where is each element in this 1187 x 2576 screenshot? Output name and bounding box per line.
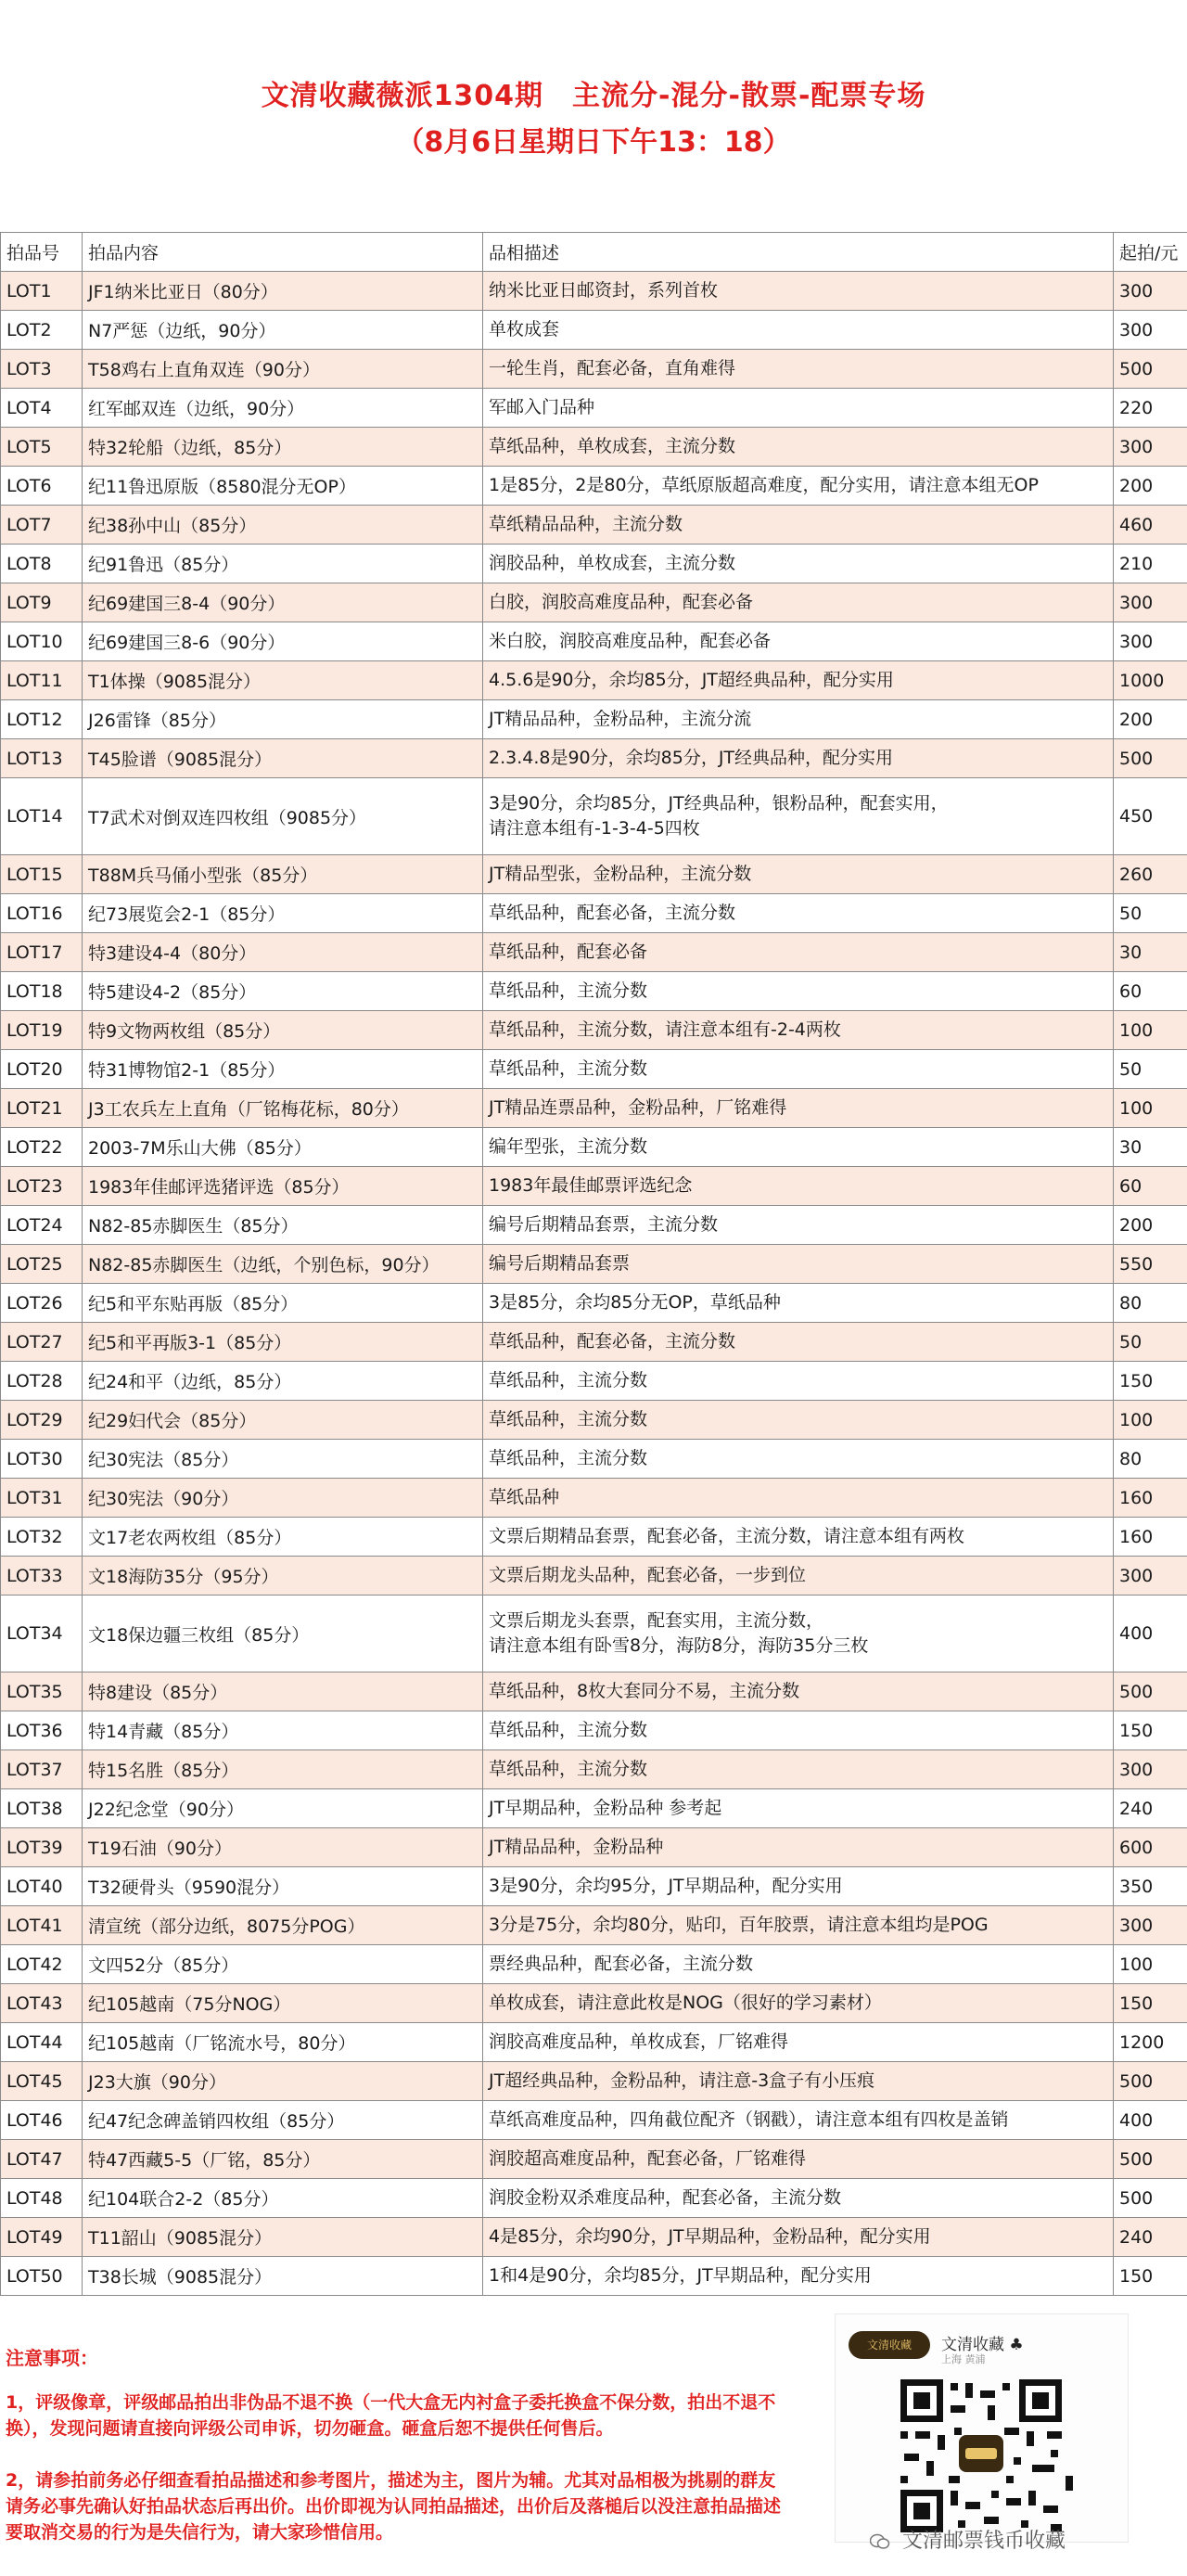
cell-item: 纪29妇代会（85分） [83,1401,483,1440]
cell-item: JF1纳米比亚日（80分） [83,272,483,311]
cell-lot: LOT21 [1,1089,83,1128]
cell-lot: LOT16 [1,894,83,933]
cell-price: 50 [1114,1323,1187,1362]
cell-desc: 1和4是90分，余均85分，JT早期品种，配分实用 [483,2257,1114,2296]
cell-price: 240 [1114,1789,1187,1828]
table-row [1,778,1187,855]
cell-lot: LOT9 [1,583,83,622]
header-desc: 品相描述 [483,233,1114,272]
table-row [1,506,1187,545]
table-row [1,272,1187,311]
cell-price: 500 [1114,350,1187,389]
cell-price: 200 [1114,1206,1187,1245]
cell-desc: JT精品品种，金粉品种 [483,1828,1114,1867]
cell-lot: LOT2 [1,311,83,350]
cell-desc: 草纸品种，主流分数 [483,1440,1114,1479]
table-row [1,1362,1187,1401]
table-row [1,2140,1187,2179]
cell-desc: 2.3.4.8是90分，余均85分，JT经典品种，配分实用 [483,739,1114,778]
table-row [1,1284,1187,1323]
cell-lot: LOT18 [1,972,83,1011]
cell-desc: 1是85分，2是80分，草纸原版超高难度，配分实用，请注意本组无OP [483,467,1114,506]
cell-price: 300 [1114,311,1187,350]
table-row [1,933,1187,972]
cell-lot: LOT8 [1,545,83,583]
cell-item: N82-85赤脚医生（85分） [83,1206,483,1245]
cell-price: 400 [1114,1596,1187,1672]
cell-lot: LOT30 [1,1440,83,1479]
cell-item: 特5建设4-2（85分） [83,972,483,1011]
cell-lot: LOT34 [1,1596,83,1672]
cell-price: 500 [1114,2062,1187,2101]
cell-item: T1体操（9085混分） [83,661,483,700]
cell-item: 纪38孙中山（85分） [83,506,483,545]
cell-desc: 文票后期龙头套票，配套实用，主流分数， 请注意本组有卧雪8分，海防8分，海防35分三枚 [483,1596,1114,1672]
cell-price: 100 [1114,1011,1187,1050]
cell-lot: LOT19 [1,1011,83,1050]
cell-lot: LOT43 [1,1984,83,2023]
cell-price: 100 [1114,1945,1187,1984]
cell-price: 240 [1114,2218,1187,2257]
cell-price: 500 [1114,739,1187,778]
cell-item: 特8建设（85分） [83,1672,483,1711]
cell-lot: LOT1 [1,272,83,311]
brand-logo: 文清收藏 [849,2331,930,2359]
cell-lot: LOT22 [1,1128,83,1167]
cell-price: 300 [1114,1750,1187,1789]
table-row [1,1828,1187,1867]
cell-lot: LOT14 [1,778,83,855]
cell-desc: 白胶，润胶高难度品种，配套必备 [483,583,1114,622]
cell-item: 特31博物馆2-1（85分） [83,1050,483,1089]
cell-desc: 一轮生肖，配套必备，直角难得 [483,350,1114,389]
cell-price: 300 [1114,428,1187,467]
cell-item: T19石油（90分） [83,1828,483,1867]
table-row [1,739,1187,778]
cell-lot: LOT23 [1,1167,83,1206]
cell-price: 200 [1114,467,1187,506]
cell-desc: JT精品型张，金粉品种，主流分数 [483,855,1114,894]
cell-price: 150 [1114,1711,1187,1750]
cell-lot: LOT44 [1,2023,83,2062]
table-row [1,2023,1187,2062]
cell-item: 纪105越南（厂铭流水号，80分） [83,2023,483,2062]
table-row [1,1867,1187,1906]
cell-item: 纪69建国三8-4（90分） [83,583,483,622]
cell-item: 纪105越南（75分NOG） [83,1984,483,2023]
watermark [870,2525,1066,2554]
cell-lot: LOT29 [1,1401,83,1440]
cell-desc: 草纸品种，配套必备，主流分数 [483,894,1114,933]
table-row [1,1672,1187,1711]
cell-price: 50 [1114,894,1187,933]
cell-desc: 编年型张，主流分数 [483,1128,1114,1167]
cell-desc: 草纸品种，主流分数 [483,1750,1114,1789]
cell-price: 300 [1114,583,1187,622]
cell-item: 特47西藏5-5（厂铭，85分） [83,2140,483,2179]
cell-price: 400 [1114,2101,1187,2140]
cell-desc: JT精品连票品种，金粉品种，厂铭难得 [483,1089,1114,1128]
cell-price: 60 [1114,1167,1187,1206]
table-row [1,622,1187,661]
cell-price: 350 [1114,1867,1187,1906]
table-row [1,700,1187,739]
cell-item: 文18保边疆三枚组（85分） [83,1596,483,1672]
cell-price: 80 [1114,1284,1187,1323]
cell-item: 文四52分（85分） [83,1945,483,1984]
cell-item: T45脸谱（9085混分） [83,739,483,778]
cell-lot: LOT13 [1,739,83,778]
table-row [1,1245,1187,1284]
cell-desc: 草纸品种 [483,1479,1114,1518]
cell-desc: 草纸品种，主流分数，请注意本组有-2-4两枚 [483,1011,1114,1050]
cell-lot: LOT28 [1,1362,83,1401]
table-row [1,2062,1187,2101]
table-row [1,1440,1187,1479]
cell-desc: 票经典品种，配套必备，主流分数 [483,1945,1114,1984]
cell-desc: 编号后期精品套票 [483,1245,1114,1284]
cell-desc: 草纸品种，主流分数 [483,1362,1114,1401]
cell-desc: 草纸品种，主流分数 [483,1050,1114,1089]
cell-desc: 4.5.6是90分，余均85分，JT超经典品种，配分实用 [483,661,1114,700]
cell-price: 200 [1114,700,1187,739]
cell-lot: LOT49 [1,2218,83,2257]
cell-desc: JT早期品种，金粉品种 参考起 [483,1789,1114,1828]
table-row [1,2257,1187,2296]
cell-lot: LOT31 [1,1479,83,1518]
cell-item: T11韶山（9085混分） [83,2218,483,2257]
cell-lot: LOT25 [1,1245,83,1284]
cell-lot: LOT10 [1,622,83,661]
cell-item: 纪47纪念碑盖销四枚组（85分） [83,2101,483,2140]
cell-price: 150 [1114,1984,1187,2023]
cell-price: 300 [1114,622,1187,661]
cell-desc: 草纸品种，主流分数 [483,1401,1114,1440]
cell-desc: 草纸品种，配套必备 [483,933,1114,972]
table-row [1,894,1187,933]
cell-price: 500 [1114,1672,1187,1711]
cell-lot: LOT17 [1,933,83,972]
cell-lot: LOT24 [1,1206,83,1245]
cell-lot: LOT4 [1,389,83,428]
table-row [1,2179,1187,2218]
cell-desc: 纳米比亚日邮资封，系列首枚 [483,272,1114,311]
cell-price: 260 [1114,855,1187,894]
cell-price: 150 [1114,1362,1187,1401]
cell-price: 500 [1114,2179,1187,2218]
cell-price: 150 [1114,2257,1187,2296]
cell-price: 460 [1114,506,1187,545]
cell-price: 100 [1114,1089,1187,1128]
table-row [1,1011,1187,1050]
cell-item: J23大旗（90分） [83,2062,483,2101]
cell-item: J22纪念堂（90分） [83,1789,483,1828]
cell-lot: LOT27 [1,1323,83,1362]
cell-price: 160 [1114,1518,1187,1557]
cell-lot: LOT48 [1,2179,83,2218]
cell-item: 纪104联合2-2（85分） [83,2179,483,2218]
cell-item: T38长城（9085混分） [83,2257,483,2296]
cell-desc: 草纸品种，8枚大套同分不易，主流分数 [483,1672,1114,1711]
cell-item: 特15名胜（85分） [83,1750,483,1789]
cell-lot: LOT15 [1,855,83,894]
cell-price: 1200 [1114,2023,1187,2062]
cell-price: 60 [1114,972,1187,1011]
table-row [1,467,1187,506]
table-row [1,1089,1187,1128]
cell-lot: LOT50 [1,2257,83,2296]
cell-desc: 文票后期精品套票，配套必备，主流分数，请注意本组有两枚 [483,1518,1114,1557]
notes-section [0,2319,835,2576]
lot-table [0,232,1187,2296]
cell-lot: LOT41 [1,1906,83,1945]
table-header-row [1,233,1187,272]
cell-item: 清宣统（部分边纸，8075分POG） [83,1906,483,1945]
cell-price: 30 [1114,1128,1187,1167]
table-row [1,545,1187,583]
table-row [1,2101,1187,2140]
cell-price: 160 [1114,1479,1187,1518]
table-row [1,1789,1187,1828]
cell-lot: LOT6 [1,467,83,506]
header-lot: 拍品号 [1,233,83,272]
table-row [1,350,1187,389]
cell-desc: 军邮入门品种 [483,389,1114,428]
cell-price: 300 [1114,1906,1187,1945]
cell-price: 100 [1114,1401,1187,1440]
page-title: 文清收藏薇派1304期 主流分-混分-散票-配票专场 [261,80,926,112]
cell-item: T58鸡右上直角双连（90分） [83,350,483,389]
cell-item: 特9文物两枚组（85分） [83,1011,483,1050]
cell-desc: 文票后期龙头品种，配套必备，一步到位 [483,1557,1114,1596]
cell-lot: LOT40 [1,1867,83,1906]
cell-desc: 润胶超高难度品种，配套必备，厂铭难得 [483,2140,1114,2179]
cell-desc: 1983年最佳邮票评选纪念 [483,1167,1114,1206]
cell-lot: LOT12 [1,700,83,739]
cell-lot: LOT33 [1,1557,83,1596]
cell-desc: 3分是75分，余均80分，贴印，百年胶票，请注意本组均是POG [483,1906,1114,1945]
table-row [1,661,1187,700]
cell-desc: 润胶高难度品种，单枚成套，厂铭难得 [483,2023,1114,2062]
cell-price: 300 [1114,272,1187,311]
cell-item: 纪5和平东贴再版（85分） [83,1284,483,1323]
cell-desc: 4是85分，余均90分，JT早期品种，金粉品种，配分实用 [483,2218,1114,2257]
cell-item: 纪30宪法（85分） [83,1440,483,1479]
cell-item: 纪5和平再版3-1（85分） [83,1323,483,1362]
cell-item: 红军邮双连（边纸，90分） [83,389,483,428]
cell-price: 210 [1114,545,1187,583]
cell-desc: 单枚成套 [483,311,1114,350]
cell-item: N82-85赤脚医生（边纸，个别色标，90分） [83,1245,483,1284]
header-item: 拍品内容 [83,233,483,272]
cell-lot: LOT32 [1,1518,83,1557]
table-row [1,311,1187,350]
cell-lot: LOT26 [1,1284,83,1323]
cell-price: 1000 [1114,661,1187,700]
lot-table-container [0,232,1187,2296]
cell-price: 30 [1114,933,1187,972]
table-row [1,1206,1187,1245]
cell-item: J3工农兵左上直角（厂铭梅花标，80分） [83,1089,483,1128]
watermark-text: 文清邮票钱币收藏 [902,2530,1066,2553]
cell-lot: LOT3 [1,350,83,389]
cell-desc: 米白胶，润胶高难度品种，配套必备 [483,622,1114,661]
cell-price: 600 [1114,1828,1187,1867]
table-row [1,1479,1187,1518]
table-row [1,1557,1187,1596]
cell-item: T7武术对倒双连四枚组（9085分） [83,778,483,855]
cell-lot: LOT7 [1,506,83,545]
cell-lot: LOT46 [1,2101,83,2140]
table-body [1,272,1187,2296]
cell-desc: 润胶品种，单枚成套，主流分数 [483,545,1114,583]
cell-desc: 草纸品种，配套必备，主流分数 [483,1323,1114,1362]
table-row [1,1167,1187,1206]
notes-title: 注意事项： [6,2347,98,2369]
cell-desc: JT超经典品种，金粉品种，请注意-3盒子有小压痕 [483,2062,1114,2101]
cell-lot: LOT38 [1,1789,83,1828]
cell-lot: LOT5 [1,428,83,467]
qr-card [835,2313,1129,2543]
table-row [1,1128,1187,1167]
cell-item: 纪24和平（边纸，85分） [83,1362,483,1401]
table-row [1,389,1187,428]
cell-price: 80 [1114,1440,1187,1479]
cell-desc: 3是90分，余均95分，JT早期品种，配分实用 [483,1867,1114,1906]
cell-item: 纪69建国三8-6（90分） [83,622,483,661]
cell-lot: LOT35 [1,1672,83,1711]
cell-lot: LOT45 [1,2062,83,2101]
table-row [1,1750,1187,1789]
cell-desc: 草纸品种，主流分数 [483,1711,1114,1750]
wechat-icon [870,2533,890,2550]
header-price: 起拍/元 [1114,233,1187,272]
cell-lot: LOT36 [1,1711,83,1750]
table-row [1,1401,1187,1440]
table-row [1,1323,1187,1362]
cell-item: 2003-7M乐山大佛（85分） [83,1128,483,1167]
cell-item: 文18海防35分（95分） [83,1557,483,1596]
table-row [1,1050,1187,1089]
table-row [1,428,1187,467]
cell-item: 特14青藏（85分） [83,1711,483,1750]
cell-item: N7严惩（边纸，90分） [83,311,483,350]
qr-code-icon[interactable] [865,2379,1097,2532]
page-subtitle-date: （8月6日星期日下午13：18） [396,126,791,159]
table-row [1,1518,1187,1557]
cell-desc: 3是90分，余均85分，JT经典品种，银粉品种，配套实用， 请注意本组有-1-3-4-5四枚 [483,778,1114,855]
cell-item: 特32轮船（边纸，85分） [83,428,483,467]
cell-lot: LOT39 [1,1828,83,1867]
cell-item: 纪91鲁迅（85分） [83,545,483,583]
cell-item: J26雷锋（85分） [83,700,483,739]
qr-location: 上海 黄浦 [941,2353,986,2365]
notes-paragraph-2: 2，请参拍前务必仔细查看拍品描述和参考图片，描述为主，图片为辅。尤其对品相极为挑剔的群友请务必事先确认好拍品状态后再出价。出价即视为认同拍品描述，出价后及落槌后以没注意拍品描述要取消交易的行为是失信行为，请大家珍惜信用。 [6,2470,782,2543]
cell-price: 550 [1114,1245,1187,1284]
table-row [1,1945,1187,1984]
cell-price: 500 [1114,2140,1187,2179]
cell-lot: LOT37 [1,1750,83,1789]
cell-item: 1983年佳邮评选猪评选（85分） [83,1167,483,1206]
cell-lot: LOT11 [1,661,83,700]
cell-lot: LOT47 [1,2140,83,2179]
table-row [1,2218,1187,2257]
table-row [1,1906,1187,1945]
cell-item: T32硬骨头（9590混分） [83,1867,483,1906]
cell-lot: LOT20 [1,1050,83,1089]
cell-price: 300 [1114,1557,1187,1596]
cell-item: 纪30宪法（90分） [83,1479,483,1518]
table-row [1,1711,1187,1750]
cell-desc: 草纸品种，单枚成套，主流分数 [483,428,1114,467]
cell-item: 文17老农两枚组（85分） [83,1518,483,1557]
cell-item: T88M兵马俑小型张（85分） [83,855,483,894]
cell-item: 纪11鲁迅原版（8580混分无OP） [83,467,483,506]
table-row [1,1596,1187,1672]
cell-lot: LOT42 [1,1945,83,1984]
cell-desc: 草纸精品品种，主流分数 [483,506,1114,545]
cell-item: 纪73展览会2-1（85分） [83,894,483,933]
cell-item: 特3建设4-4（80分） [83,933,483,972]
table-row [1,972,1187,1011]
cell-price: 50 [1114,1050,1187,1089]
cell-desc: 草纸高难度品种，四角截位配齐（钢戳），请注意本组有四枚是盖销 [483,2101,1114,2140]
cell-desc: 润胶金粉双杀难度品种，配套必备，主流分数 [483,2179,1114,2218]
notes-paragraph-1: 1，评级像章，评级邮品拍出非伪品不退不换（一代大盒无内衬盒子委托换盒不保分数，拍出不退不换），发现问题请直接向评级公司申诉，切勿砸盒。砸盒后恕不提供任何售后。 [6,2392,776,2439]
qr-brand-name: 文清收藏 ♣ [941,2336,1024,2354]
cell-desc: JT精品品种，金粉品种，主流分流 [483,700,1114,739]
table-row [1,1984,1187,2023]
cell-desc: 3是85分，余均85分无OP，草纸品种 [483,1284,1114,1323]
page-header [0,0,1187,230]
table-row [1,855,1187,894]
cell-desc: 草纸品种，主流分数 [483,972,1114,1011]
cell-price: 220 [1114,389,1187,428]
cell-price: 450 [1114,778,1187,855]
cell-desc: 单枚成套，请注意此枚是NOG（很好的学习素材） [483,1984,1114,2023]
cell-desc: 编号后期精品套票，主流分数 [483,1206,1114,1245]
table-row [1,583,1187,622]
